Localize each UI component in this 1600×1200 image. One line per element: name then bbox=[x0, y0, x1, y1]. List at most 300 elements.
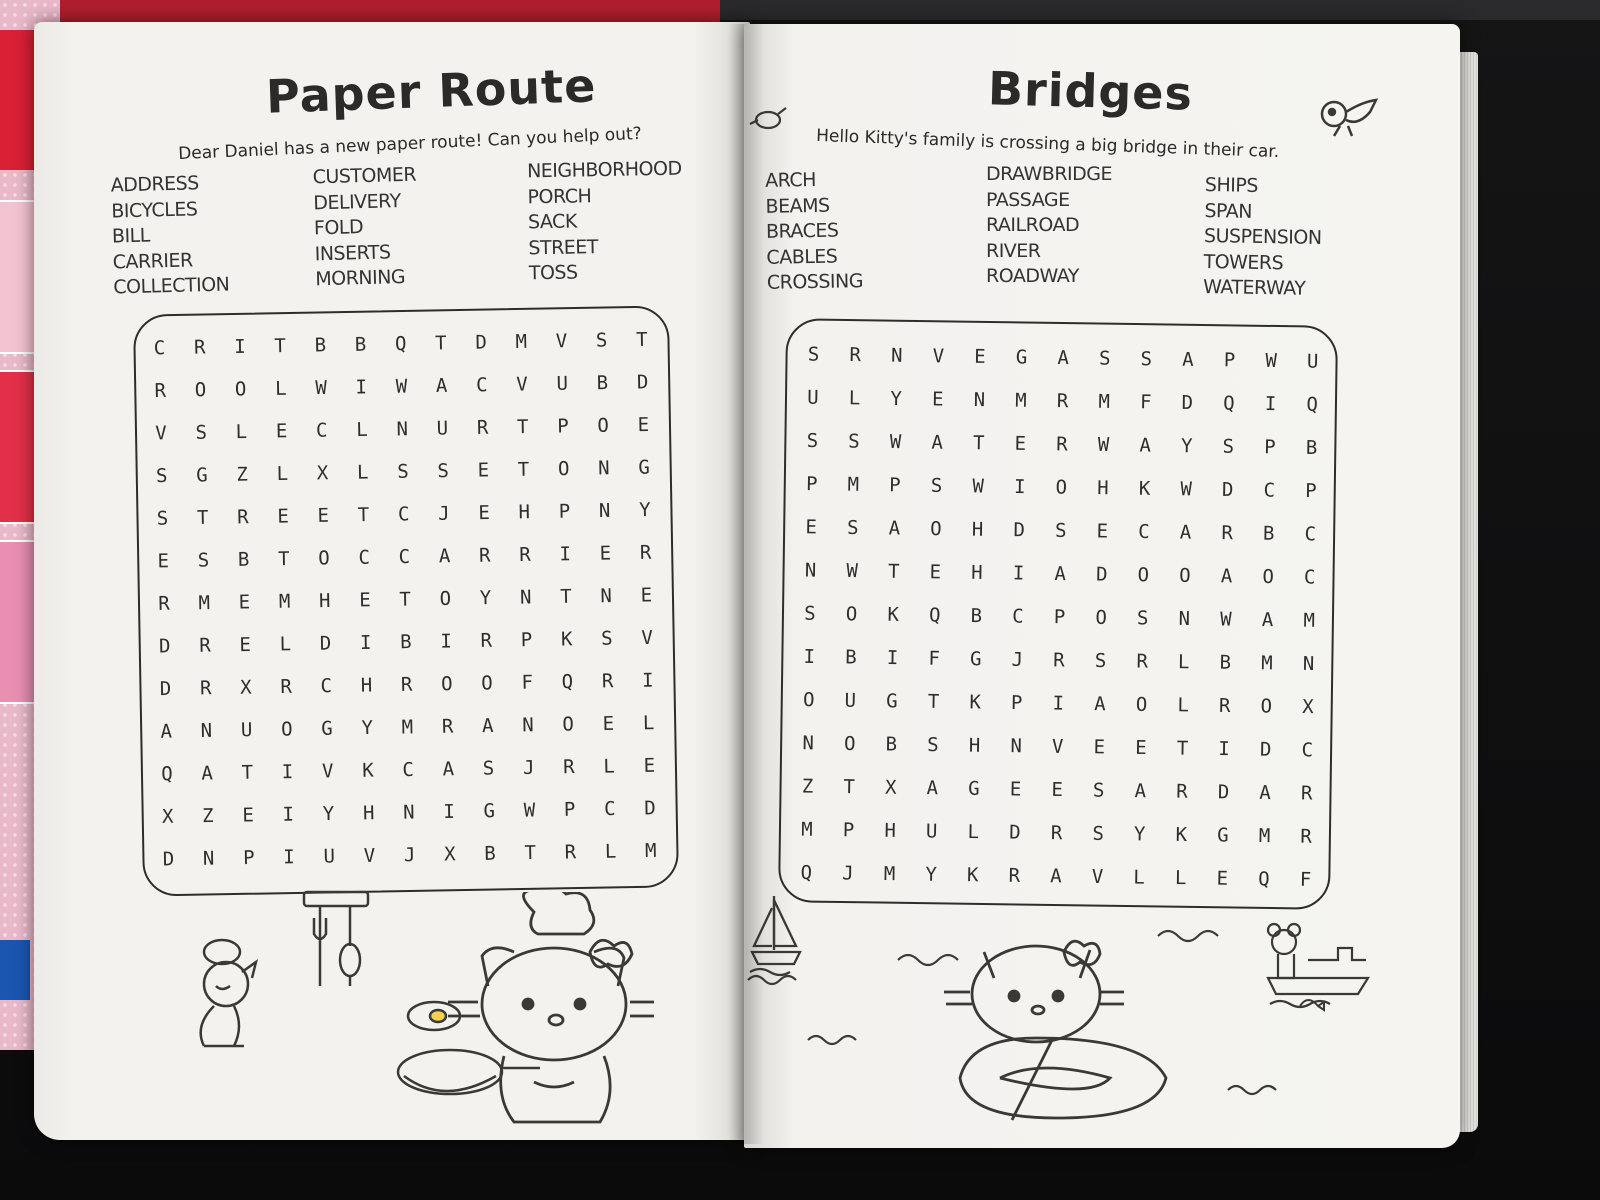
grid-letter: S bbox=[595, 329, 608, 352]
grid-letter: E bbox=[1014, 432, 1027, 455]
page-subtitle: Dear Daniel has a new paper route! Can you help out? bbox=[177, 123, 643, 165]
grid-letter: N bbox=[973, 389, 986, 412]
grid-letter: E bbox=[1051, 778, 1064, 802]
word-list-item: ROADWAY bbox=[986, 265, 1079, 287]
grid-letter: T bbox=[277, 548, 290, 571]
word-list-column bbox=[110, 171, 229, 301]
grid-letter: O bbox=[1135, 693, 1148, 716]
grid-letter: R bbox=[480, 629, 493, 652]
cover-thumbnail bbox=[0, 370, 36, 524]
grid-letter: D bbox=[1013, 519, 1026, 542]
grid-letter: A bbox=[438, 545, 451, 568]
grid-letter: S bbox=[1092, 822, 1105, 845]
word-list-item: SHIPS bbox=[1204, 173, 1259, 197]
grid-letter: W bbox=[315, 376, 327, 400]
grid-letter: E bbox=[238, 591, 251, 614]
grid-letter: T bbox=[1176, 737, 1189, 760]
grid-letter: K bbox=[969, 691, 982, 714]
grid-letter: S bbox=[195, 421, 208, 444]
grid-letter: N bbox=[396, 418, 409, 441]
grid-letter: O bbox=[802, 689, 815, 712]
grid-letter: R bbox=[280, 675, 292, 699]
grid-letter: U bbox=[807, 386, 819, 409]
word-list-item: DELIVERY bbox=[313, 189, 402, 214]
waves-icon bbox=[804, 1024, 874, 1054]
grid-letter: V bbox=[641, 626, 654, 650]
grid-letter: A bbox=[435, 374, 448, 398]
grid-letter: L bbox=[356, 461, 369, 484]
grid-letter: J bbox=[403, 844, 416, 867]
grid-letter: H bbox=[971, 518, 984, 541]
grid-letter: E bbox=[1216, 867, 1229, 890]
page-title: Paper Route bbox=[265, 58, 598, 124]
grid-letter: T bbox=[196, 506, 209, 530]
grid-letter: S bbox=[848, 430, 860, 453]
grid-letter: H bbox=[884, 819, 897, 842]
grid-letter: T bbox=[399, 588, 412, 611]
grid-letter: M bbox=[1258, 825, 1271, 848]
grid-letter: X bbox=[316, 462, 329, 485]
grid-letter: K bbox=[1138, 477, 1151, 500]
grid-letter: T bbox=[972, 432, 985, 455]
book-cover-edge bbox=[720, 0, 1600, 20]
grid-letter: O bbox=[557, 457, 570, 481]
grid-letter: L bbox=[1177, 694, 1190, 717]
grid-letter: O bbox=[280, 718, 293, 741]
grid-letter: F bbox=[521, 671, 534, 694]
grid-letter: O bbox=[1179, 564, 1191, 587]
grid-letter: L bbox=[604, 840, 617, 863]
grid-letter: L bbox=[1174, 867, 1187, 890]
publisher-badge-icon bbox=[0, 940, 30, 1000]
grid-letter: Z bbox=[801, 775, 814, 798]
grid-letter: T bbox=[274, 335, 287, 358]
grid-letter: R bbox=[1221, 522, 1234, 545]
grid-letter: V bbox=[932, 345, 945, 368]
grid-letter: Y bbox=[361, 716, 374, 740]
grid-letter: E bbox=[602, 712, 615, 735]
grid-letter: H bbox=[518, 501, 531, 524]
grid-letter: O bbox=[440, 673, 453, 696]
grid-letter: B bbox=[314, 334, 327, 357]
word-list-column bbox=[986, 162, 1112, 290]
grid-letter: E bbox=[805, 516, 818, 539]
hello-kitty-raft-icon bbox=[940, 928, 1190, 1128]
grid-letter: S bbox=[437, 460, 450, 483]
grid-letter: Y bbox=[1133, 823, 1146, 846]
grid-letter: H bbox=[971, 561, 983, 584]
grid-letter: G bbox=[886, 690, 898, 713]
grid-letter: F bbox=[1299, 868, 1312, 891]
grid-letter: C bbox=[358, 546, 371, 569]
grid-letter: E bbox=[640, 584, 653, 607]
grid-letter: N bbox=[598, 499, 611, 523]
grid-letter: B bbox=[596, 372, 609, 395]
word-list-item: COLLECTION bbox=[113, 273, 230, 299]
grid-letter: I bbox=[281, 760, 294, 784]
grid-letter: Y bbox=[890, 387, 903, 410]
grid-letter: X bbox=[443, 843, 456, 866]
grid-letter: N bbox=[1178, 607, 1191, 631]
grid-letter: T bbox=[434, 332, 447, 355]
grid-letter: D bbox=[1221, 478, 1234, 502]
word-list-item: TOWERS bbox=[1203, 250, 1284, 274]
book-cover-edge bbox=[60, 0, 720, 22]
grid-letter: S bbox=[806, 429, 819, 453]
grid-letter: O bbox=[1260, 695, 1273, 718]
grid-letter: E bbox=[477, 459, 490, 482]
grid-letter: W bbox=[395, 375, 408, 398]
grid-letter: A bbox=[1182, 348, 1194, 371]
grid-letter: B bbox=[400, 631, 412, 654]
word-list-item: RAILROAD bbox=[986, 214, 1080, 236]
grid-letter: M bbox=[515, 330, 528, 354]
grid-letter: R bbox=[476, 416, 489, 439]
grid-letter: Q bbox=[800, 861, 813, 884]
grid-letter: R bbox=[519, 543, 531, 567]
grid-letter: I bbox=[283, 846, 295, 869]
word-list-item: CUSTOMER bbox=[312, 163, 417, 189]
grid-letter: L bbox=[279, 633, 292, 656]
grid-letter: B bbox=[237, 548, 250, 571]
grid-letter: I bbox=[1013, 475, 1026, 499]
grid-letter: C bbox=[1012, 605, 1024, 628]
grid-letter: M bbox=[278, 590, 291, 613]
grid-letter: M bbox=[1303, 609, 1316, 632]
grid-letter: R bbox=[193, 336, 206, 359]
grid-letter: L bbox=[356, 418, 368, 442]
word-list-column bbox=[527, 157, 684, 287]
grid-letter: A bbox=[1259, 781, 1272, 804]
grid-letter: A bbox=[1057, 346, 1070, 370]
grid-letter: S bbox=[930, 474, 943, 497]
grid-letter: Z bbox=[236, 463, 249, 486]
grid-letter: P bbox=[1053, 606, 1066, 629]
word-list-item: SUSPENSION bbox=[1203, 224, 1322, 250]
cover-thumbnail bbox=[0, 200, 36, 354]
grid-letter: O bbox=[1262, 565, 1275, 589]
grid-letter: H bbox=[1097, 477, 1109, 500]
grid-letter: A bbox=[1220, 565, 1233, 588]
grid-letter: S bbox=[804, 602, 816, 625]
grid-letter: E bbox=[974, 345, 986, 368]
grid-letter: V bbox=[516, 373, 528, 396]
grid-letter: C bbox=[1303, 566, 1316, 589]
grid-letter: A bbox=[926, 777, 939, 800]
grid-letter: P bbox=[1305, 480, 1317, 503]
grid-letter: T bbox=[357, 504, 370, 527]
grid-letter: N bbox=[402, 801, 415, 824]
grid-letter: B bbox=[845, 646, 857, 669]
grid-letter: R bbox=[1053, 649, 1065, 672]
grid-letter: R bbox=[1176, 780, 1188, 803]
word-list-item: PASSAGE bbox=[986, 188, 1070, 211]
grid-letter: O bbox=[318, 547, 330, 570]
grid-letter: D bbox=[636, 371, 649, 394]
grid-letter: G bbox=[483, 800, 496, 823]
grid-letter: T bbox=[241, 761, 254, 784]
grid-letter: Q bbox=[1258, 868, 1270, 891]
frying-pan-egg-icon bbox=[394, 998, 544, 1108]
grid-letter: V bbox=[321, 760, 334, 783]
grid-letter: P bbox=[1264, 436, 1276, 459]
grid-letter: E bbox=[1135, 736, 1147, 760]
grid-letter: D bbox=[1095, 563, 1108, 586]
grid-letter: P bbox=[520, 629, 533, 652]
grid-letter: O bbox=[843, 732, 856, 755]
grid-letter: A bbox=[1139, 434, 1152, 457]
grid-letter: K bbox=[1175, 823, 1188, 847]
word-list-item: BRACES bbox=[765, 219, 839, 243]
grid-letter: S bbox=[1136, 607, 1149, 630]
grid-letter: P bbox=[558, 500, 571, 523]
word-list-item: WATERWAY bbox=[1202, 275, 1306, 300]
grid-letter: M bbox=[1015, 389, 1027, 412]
grid-letter: D bbox=[644, 797, 656, 820]
grid-letter: D bbox=[1259, 738, 1272, 761]
grid-letter: A bbox=[1054, 562, 1067, 586]
grid-letter: M bbox=[883, 862, 896, 886]
grid-letter: R bbox=[1136, 650, 1149, 673]
grid-letter: G bbox=[321, 717, 333, 740]
grid-letter: W bbox=[1220, 608, 1232, 631]
grid-letter: O bbox=[597, 414, 610, 437]
grid-letter: O bbox=[1095, 606, 1108, 629]
grid-letter: L bbox=[603, 755, 616, 778]
grid-letter: P bbox=[805, 473, 818, 496]
grid-letter: I bbox=[1264, 393, 1277, 416]
word-list-column bbox=[1203, 173, 1323, 303]
grid-letter: E bbox=[317, 504, 330, 527]
grid-letter: P bbox=[1223, 349, 1236, 372]
grid-letter: H bbox=[968, 734, 981, 757]
grid-letter: D bbox=[319, 632, 332, 655]
word-list-item: CABLES bbox=[766, 245, 838, 269]
grid-letter: S bbox=[1054, 519, 1067, 542]
grid-letter: I bbox=[359, 631, 372, 655]
grid-letter: A bbox=[160, 720, 173, 743]
grid-letter: D bbox=[159, 677, 172, 701]
grid-letter: V bbox=[363, 844, 376, 867]
grid-letter: D bbox=[475, 331, 488, 354]
grid-letter: G bbox=[638, 456, 651, 479]
grid-letter: D bbox=[158, 635, 171, 658]
grid-letter: F bbox=[1139, 391, 1152, 414]
word-list-item: TOSS bbox=[528, 261, 578, 285]
grid-letter: Y bbox=[638, 499, 651, 522]
word-list-item: INSERTS bbox=[314, 240, 391, 265]
grid-letter: E bbox=[275, 420, 288, 443]
grid-letter: D bbox=[1009, 821, 1021, 844]
word-list-item: ADDRESS bbox=[110, 172, 200, 197]
grid-letter: A bbox=[442, 758, 455, 781]
grid-letter: J bbox=[1011, 648, 1024, 671]
grid-letter: I bbox=[1218, 738, 1231, 761]
grid-letter: G bbox=[1217, 824, 1229, 847]
grid-letter: W bbox=[523, 799, 536, 822]
cover-thumbnail bbox=[0, 540, 36, 704]
grid-letter: S bbox=[846, 516, 859, 540]
grid-letter: L bbox=[967, 820, 980, 844]
word-list-item: FOLD bbox=[313, 216, 364, 240]
word-list-item: SACK bbox=[527, 210, 577, 234]
grid-letter: T bbox=[560, 585, 572, 608]
word-list-column bbox=[765, 167, 863, 296]
grid-letter: C bbox=[315, 419, 328, 442]
grid-letter: A bbox=[1179, 521, 1192, 544]
grid-letter: L bbox=[642, 712, 655, 735]
grid-letter: L bbox=[848, 387, 861, 410]
letter-grid-svg bbox=[135, 307, 677, 894]
grid-letter: R bbox=[1008, 864, 1021, 887]
grid-letter: Q bbox=[561, 670, 574, 694]
grid-letter: R bbox=[199, 634, 211, 657]
bird-icon bbox=[1316, 90, 1386, 140]
grid-letter: C bbox=[397, 503, 410, 526]
grid-letter: S bbox=[482, 757, 495, 780]
grid-letter: L bbox=[274, 377, 287, 400]
grid-letter: H bbox=[362, 802, 375, 825]
grid-letter: X bbox=[161, 805, 174, 828]
grid-letter: K bbox=[966, 864, 979, 887]
grid-letter: P bbox=[1010, 691, 1023, 715]
grid-letter: R bbox=[849, 344, 862, 367]
grid-letter: E bbox=[929, 561, 942, 584]
grid-letter: S bbox=[807, 343, 820, 366]
grid-letter: C bbox=[398, 545, 411, 569]
grid-letter: G bbox=[969, 648, 982, 671]
grid-letter: N bbox=[200, 719, 213, 743]
grid-letter: I bbox=[886, 647, 899, 670]
grid-letter: C bbox=[1263, 479, 1276, 502]
left-page bbox=[34, 22, 750, 1140]
grid-letter: E bbox=[359, 589, 371, 612]
grid-letter: E bbox=[157, 550, 170, 573]
grid-letter: E bbox=[277, 505, 290, 528]
grid-letter: L bbox=[235, 420, 248, 444]
grid-letter: T bbox=[927, 690, 940, 713]
word-list-item: NEIGHBORHOOD bbox=[526, 157, 682, 183]
grid-letter: O bbox=[1055, 476, 1068, 499]
dear-daniel-chef-icon bbox=[174, 922, 274, 1082]
grid-letter: T bbox=[517, 458, 530, 481]
grid-letter: O bbox=[234, 378, 247, 401]
grid-letter: J bbox=[842, 862, 854, 885]
grid-letter: R bbox=[236, 506, 249, 529]
grid-letter: B bbox=[484, 842, 496, 865]
grid-letter: A bbox=[201, 762, 214, 785]
grid-letter: I bbox=[641, 669, 654, 692]
grid-letter: S bbox=[1222, 435, 1235, 458]
grid-letter: S bbox=[155, 464, 168, 488]
grid-letter: S bbox=[1098, 347, 1111, 370]
word-list-item: BEAMS bbox=[765, 194, 830, 218]
grid-letter: W bbox=[846, 560, 859, 583]
grid-letter: S bbox=[1140, 348, 1153, 371]
grid-letter: E bbox=[931, 388, 944, 411]
grid-letter: U bbox=[436, 417, 449, 440]
grid-letter: O bbox=[845, 603, 858, 626]
grid-letter: U bbox=[1306, 350, 1319, 373]
grid-letter: A bbox=[481, 714, 494, 738]
grid-letter: B bbox=[970, 604, 983, 628]
grid-letter: C bbox=[1301, 739, 1314, 762]
grid-letter: T bbox=[887, 560, 900, 583]
grid-letter: C bbox=[1138, 520, 1150, 544]
grid-letter: C bbox=[1304, 523, 1317, 546]
page-subtitle: Hello Kitty's family is crossing a big bridge in their car. bbox=[815, 125, 1280, 163]
right-page bbox=[744, 24, 1460, 1148]
grid-letter: O bbox=[562, 713, 575, 736]
grid-letter: R bbox=[564, 841, 577, 864]
letter-grid-svg bbox=[780, 320, 1336, 908]
grid-letter: A bbox=[1094, 693, 1106, 716]
grid-letter: O bbox=[194, 379, 207, 402]
grid-letter: H bbox=[360, 674, 373, 697]
grid-letter: N bbox=[202, 847, 215, 870]
grid-letter: R bbox=[1300, 825, 1312, 848]
grid-letter: Y bbox=[925, 863, 938, 886]
grid-letter: Q bbox=[1223, 392, 1235, 415]
grid-letter: S bbox=[397, 460, 409, 483]
word-list-column bbox=[312, 163, 419, 293]
grid-letter: Y bbox=[322, 802, 335, 826]
grid-letter: W bbox=[1097, 433, 1110, 457]
word-search-grid bbox=[133, 305, 679, 896]
grid-letter: N bbox=[519, 586, 532, 609]
grid-letter: A bbox=[1050, 865, 1062, 888]
grid-letter: D bbox=[1181, 391, 1194, 415]
grid-letter: G bbox=[968, 777, 980, 800]
grid-letter: B bbox=[1305, 436, 1318, 460]
grid-letter: N bbox=[1302, 652, 1315, 675]
grid-letter: A bbox=[931, 431, 944, 454]
grid-letter: F bbox=[928, 647, 941, 670]
grid-letter: R bbox=[563, 756, 575, 779]
grid-letter: V bbox=[1091, 865, 1104, 889]
grid-letter: L bbox=[1177, 651, 1190, 674]
grid-letter: I bbox=[440, 630, 453, 653]
grid-letter: I bbox=[559, 543, 572, 566]
grid-letter: N bbox=[804, 559, 817, 582]
word-list-item: BILL bbox=[111, 224, 151, 248]
word-search-grid bbox=[778, 318, 1338, 910]
grid-letter: Q bbox=[1306, 393, 1319, 416]
grid-letter: H bbox=[318, 589, 331, 613]
grid-letter: G bbox=[196, 464, 208, 487]
word-list-item: DRAWBRIDGE bbox=[986, 163, 1113, 185]
grid-letter: V bbox=[555, 330, 568, 353]
grid-letter: T bbox=[843, 776, 856, 799]
grid-letter: N bbox=[600, 585, 613, 608]
grid-letter: I bbox=[803, 645, 816, 669]
grid-letter: Q bbox=[394, 332, 407, 356]
grid-letter: O bbox=[439, 587, 452, 611]
grid-letter: E bbox=[599, 542, 612, 565]
grid-letter: E bbox=[242, 804, 255, 827]
grid-letter: W bbox=[889, 431, 902, 454]
grid-letter: N bbox=[597, 457, 610, 480]
grid-letter: O bbox=[481, 672, 493, 695]
grid-letter: L bbox=[1133, 866, 1146, 889]
grid-letter: R bbox=[639, 541, 652, 564]
grid-letter: W bbox=[972, 475, 985, 498]
grid-letter: I bbox=[282, 803, 295, 826]
grid-letter: E bbox=[239, 633, 252, 657]
grid-letter: N bbox=[1010, 735, 1023, 758]
grid-letter: B bbox=[885, 733, 898, 756]
grid-letter: S bbox=[927, 733, 939, 757]
